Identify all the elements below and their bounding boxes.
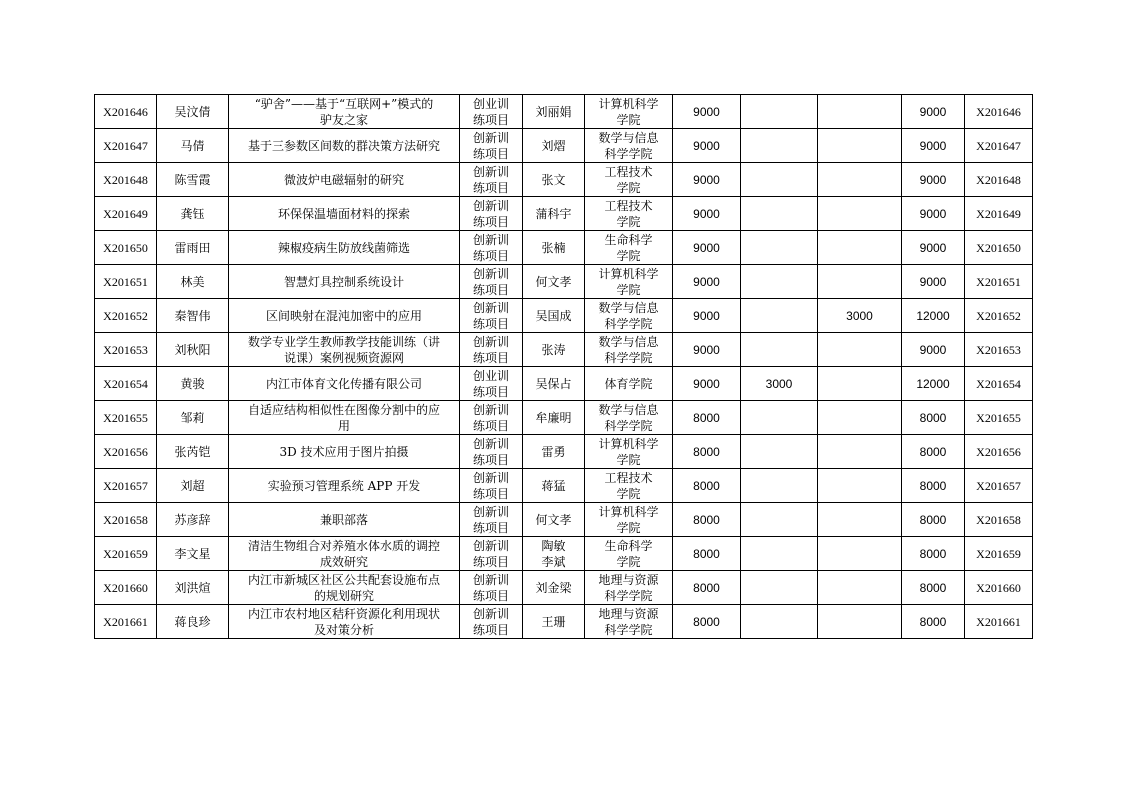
table-row — [95, 435, 1033, 469]
student-name-cell: 张芮铠 — [157, 435, 229, 469]
extra-funding-cell — [741, 605, 818, 639]
extra-funding-cell — [741, 231, 818, 265]
advisor-cell: 张涛 — [523, 333, 585, 367]
total-funding-cell: 12000 — [902, 367, 965, 401]
supplementary-funding-cell: 3000 — [818, 299, 902, 333]
funding-amount-cell: 8000 — [673, 503, 741, 537]
advisor-cell: 王珊 — [523, 605, 585, 639]
project-type-cell: 创新训 练项目 — [460, 537, 523, 571]
table-row — [95, 367, 1033, 401]
table-row — [95, 197, 1033, 231]
student-name-cell: 邹莉 — [157, 401, 229, 435]
college-cell: 数学与信息 科学学院 — [585, 333, 673, 367]
table-row — [95, 571, 1033, 605]
student-name-cell: 吴汶倩 — [157, 95, 229, 129]
supplementary-funding-cell — [818, 537, 902, 571]
advisor-cell: 牟廉明 — [523, 401, 585, 435]
project-id-cell: X201659 — [95, 537, 157, 571]
project-id-cell: X201649 — [95, 197, 157, 231]
table-row — [95, 401, 1033, 435]
project-title-cell: 智慧灯具控制系统设计 — [229, 265, 460, 299]
college-cell: 地理与资源 科学学院 — [585, 605, 673, 639]
table-row — [95, 231, 1033, 265]
extra-funding-cell — [741, 469, 818, 503]
project-code-cell: X201660 — [965, 571, 1033, 605]
extra-funding-cell — [741, 95, 818, 129]
extra-funding-cell — [741, 299, 818, 333]
student-name-cell: 黄骏 — [157, 367, 229, 401]
project-code-cell: X201659 — [965, 537, 1033, 571]
advisor-cell: 刘熠 — [523, 129, 585, 163]
college-cell: 生命科学 学院 — [585, 537, 673, 571]
project-code-cell: X201656 — [965, 435, 1033, 469]
project-title-cell: 自适应结构相似性在图像分割中的应 用 — [229, 401, 460, 435]
project-title-cell: 基于三参数区间数的群决策方法研究 — [229, 129, 460, 163]
project-type-cell: 创新训 练项目 — [460, 197, 523, 231]
project-funding-table — [94, 94, 1033, 639]
funding-amount-cell: 8000 — [673, 401, 741, 435]
advisor-cell: 雷勇 — [523, 435, 585, 469]
project-type-cell: 创新训 练项目 — [460, 435, 523, 469]
table-row — [95, 537, 1033, 571]
funding-amount-cell: 9000 — [673, 129, 741, 163]
table-row — [95, 333, 1033, 367]
table-row — [95, 163, 1033, 197]
project-id-cell: X201650 — [95, 231, 157, 265]
student-name-cell: 刘秋阳 — [157, 333, 229, 367]
funding-amount-cell: 9000 — [673, 231, 741, 265]
table-row — [95, 299, 1033, 333]
project-title-cell: 兼职部落 — [229, 503, 460, 537]
project-code-cell: X201658 — [965, 503, 1033, 537]
project-id-cell: X201651 — [95, 265, 157, 299]
total-funding-cell: 9000 — [902, 197, 965, 231]
supplementary-funding-cell — [818, 401, 902, 435]
project-code-cell: X201650 — [965, 231, 1033, 265]
project-code-cell: X201647 — [965, 129, 1033, 163]
project-type-cell: 创新训 练项目 — [460, 265, 523, 299]
funding-amount-cell: 8000 — [673, 435, 741, 469]
funding-amount-cell: 9000 — [673, 95, 741, 129]
project-id-cell: X201658 — [95, 503, 157, 537]
student-name-cell: 苏彦辞 — [157, 503, 229, 537]
project-title-cell: 内江市农村地区秸秆资源化利用现状 及对策分析 — [229, 605, 460, 639]
project-code-cell: X201646 — [965, 95, 1033, 129]
advisor-cell: 刘丽娟 — [523, 95, 585, 129]
total-funding-cell: 9000 — [902, 333, 965, 367]
project-id-cell: X201656 — [95, 435, 157, 469]
student-name-cell: 马倩 — [157, 129, 229, 163]
extra-funding-cell — [741, 435, 818, 469]
college-cell: 地理与资源 科学学院 — [585, 571, 673, 605]
extra-funding-cell — [741, 265, 818, 299]
funding-amount-cell: 8000 — [673, 469, 741, 503]
project-type-cell: 创业训 练项目 — [460, 367, 523, 401]
funding-amount-cell: 9000 — [673, 333, 741, 367]
project-code-cell: X201648 — [965, 163, 1033, 197]
project-type-cell: 创新训 练项目 — [460, 605, 523, 639]
supplementary-funding-cell — [818, 95, 902, 129]
supplementary-funding-cell — [818, 469, 902, 503]
total-funding-cell: 9000 — [902, 265, 965, 299]
project-code-cell: X201657 — [965, 469, 1033, 503]
advisor-cell: 吴国成 — [523, 299, 585, 333]
college-cell: 工程技术 学院 — [585, 197, 673, 231]
project-type-cell: 创新训 练项目 — [460, 299, 523, 333]
advisor-cell: 何文孝 — [523, 265, 585, 299]
project-id-cell: X201646 — [95, 95, 157, 129]
funding-amount-cell: 9000 — [673, 163, 741, 197]
funding-amount-cell: 9000 — [673, 299, 741, 333]
advisor-cell: 张楠 — [523, 231, 585, 265]
project-type-cell: 创业训 练项目 — [460, 95, 523, 129]
project-title-cell: 实验预习管理系统 APP 开发 — [229, 469, 460, 503]
project-type-cell: 创新训 练项目 — [460, 231, 523, 265]
total-funding-cell: 12000 — [902, 299, 965, 333]
project-type-cell: 创新训 练项目 — [460, 469, 523, 503]
table-row — [95, 469, 1033, 503]
total-funding-cell: 8000 — [902, 469, 965, 503]
project-code-cell: X201653 — [965, 333, 1033, 367]
total-funding-cell: 9000 — [902, 95, 965, 129]
table-row — [95, 605, 1033, 639]
college-cell: 计算机科学 学院 — [585, 95, 673, 129]
project-id-cell: X201654 — [95, 367, 157, 401]
project-type-cell: 创新训 练项目 — [460, 163, 523, 197]
extra-funding-cell — [741, 197, 818, 231]
project-code-cell: X201654 — [965, 367, 1033, 401]
funding-amount-cell: 9000 — [673, 197, 741, 231]
project-title-cell: “驴舍”——基于“互联网+”模式的 驴友之家 — [229, 95, 460, 129]
total-funding-cell: 8000 — [902, 435, 965, 469]
student-name-cell: 蒋良珍 — [157, 605, 229, 639]
student-name-cell: 刘超 — [157, 469, 229, 503]
student-name-cell: 秦智伟 — [157, 299, 229, 333]
extra-funding-cell — [741, 503, 818, 537]
project-type-cell: 创新训 练项目 — [460, 129, 523, 163]
supplementary-funding-cell — [818, 605, 902, 639]
extra-funding-cell — [741, 571, 818, 605]
extra-funding-cell — [741, 163, 818, 197]
student-name-cell: 林美 — [157, 265, 229, 299]
college-cell: 数学与信息 科学学院 — [585, 299, 673, 333]
project-type-cell: 创新训 练项目 — [460, 333, 523, 367]
student-name-cell: 陈雪霞 — [157, 163, 229, 197]
project-title-cell: 内江市体育文化传播有限公司 — [229, 367, 460, 401]
extra-funding-cell — [741, 537, 818, 571]
funding-amount-cell: 8000 — [673, 537, 741, 571]
total-funding-cell: 8000 — [902, 537, 965, 571]
project-title-cell: 环保保温墙面材料的探索 — [229, 197, 460, 231]
table-row — [95, 95, 1033, 129]
project-code-cell: X201655 — [965, 401, 1033, 435]
funding-amount-cell: 8000 — [673, 571, 741, 605]
funding-amount-cell: 8000 — [673, 605, 741, 639]
project-id-cell: X201660 — [95, 571, 157, 605]
supplementary-funding-cell — [818, 503, 902, 537]
total-funding-cell: 8000 — [902, 503, 965, 537]
college-cell: 计算机科学 学院 — [585, 503, 673, 537]
advisor-cell: 张文 — [523, 163, 585, 197]
project-id-cell: X201661 — [95, 605, 157, 639]
total-funding-cell: 9000 — [902, 231, 965, 265]
extra-funding-cell — [741, 401, 818, 435]
project-title-cell: 内江市新城区社区公共配套设施布点 的规划研究 — [229, 571, 460, 605]
project-title-cell: 微波炉电磁辐射的研究 — [229, 163, 460, 197]
project-code-cell: X201651 — [965, 265, 1033, 299]
table-body — [95, 95, 1033, 639]
supplementary-funding-cell — [818, 197, 902, 231]
project-id-cell: X201652 — [95, 299, 157, 333]
project-id-cell: X201655 — [95, 401, 157, 435]
supplementary-funding-cell — [818, 367, 902, 401]
supplementary-funding-cell — [818, 231, 902, 265]
advisor-cell: 蒋猛 — [523, 469, 585, 503]
college-cell: 计算机科学 学院 — [585, 265, 673, 299]
table-row — [95, 129, 1033, 163]
project-type-cell: 创新训 练项目 — [460, 571, 523, 605]
extra-funding-cell: 3000 — [741, 367, 818, 401]
funding-amount-cell: 9000 — [673, 367, 741, 401]
project-title-cell: 数学专业学生教师教学技能训练（讲 说课）案例视频资源网 — [229, 333, 460, 367]
funding-amount-cell: 9000 — [673, 265, 741, 299]
project-code-cell: X201661 — [965, 605, 1033, 639]
college-cell: 工程技术 学院 — [585, 469, 673, 503]
project-title-cell: 区间映射在混沌加密中的应用 — [229, 299, 460, 333]
college-cell: 工程技术 学院 — [585, 163, 673, 197]
project-id-cell: X201657 — [95, 469, 157, 503]
supplementary-funding-cell — [818, 163, 902, 197]
college-cell: 体育学院 — [585, 367, 673, 401]
table-row — [95, 503, 1033, 537]
project-title-cell: 清洁生物组合对养殖水体水质的调控 成效研究 — [229, 537, 460, 571]
student-name-cell: 雷雨田 — [157, 231, 229, 265]
supplementary-funding-cell — [818, 435, 902, 469]
project-id-cell: X201647 — [95, 129, 157, 163]
student-name-cell: 李文星 — [157, 537, 229, 571]
advisor-cell: 蒲科宇 — [523, 197, 585, 231]
student-name-cell: 刘洪煊 — [157, 571, 229, 605]
project-id-cell: X201648 — [95, 163, 157, 197]
college-cell: 数学与信息 科学学院 — [585, 401, 673, 435]
project-type-cell: 创新训 练项目 — [460, 401, 523, 435]
advisor-cell: 吴保占 — [523, 367, 585, 401]
student-name-cell: 龚钰 — [157, 197, 229, 231]
project-type-cell: 创新训 练项目 — [460, 503, 523, 537]
college-cell: 计算机科学 学院 — [585, 435, 673, 469]
total-funding-cell: 8000 — [902, 605, 965, 639]
supplementary-funding-cell — [818, 129, 902, 163]
project-id-cell: X201653 — [95, 333, 157, 367]
table-row — [95, 265, 1033, 299]
college-cell: 生命科学 学院 — [585, 231, 673, 265]
total-funding-cell: 8000 — [902, 571, 965, 605]
extra-funding-cell — [741, 129, 818, 163]
total-funding-cell: 9000 — [902, 163, 965, 197]
total-funding-cell: 9000 — [902, 129, 965, 163]
advisor-cell: 刘金梁 — [523, 571, 585, 605]
supplementary-funding-cell — [818, 571, 902, 605]
college-cell: 数学与信息 科学学院 — [585, 129, 673, 163]
supplementary-funding-cell — [818, 333, 902, 367]
project-code-cell: X201649 — [965, 197, 1033, 231]
supplementary-funding-cell — [818, 265, 902, 299]
project-title-cell: 3D 技术应用于图片拍摄 — [229, 435, 460, 469]
extra-funding-cell — [741, 333, 818, 367]
advisor-cell: 陶敏 李斌 — [523, 537, 585, 571]
project-title-cell: 辣椒疫病生防放线菌筛选 — [229, 231, 460, 265]
advisor-cell: 何文孝 — [523, 503, 585, 537]
project-code-cell: X201652 — [965, 299, 1033, 333]
total-funding-cell: 8000 — [902, 401, 965, 435]
